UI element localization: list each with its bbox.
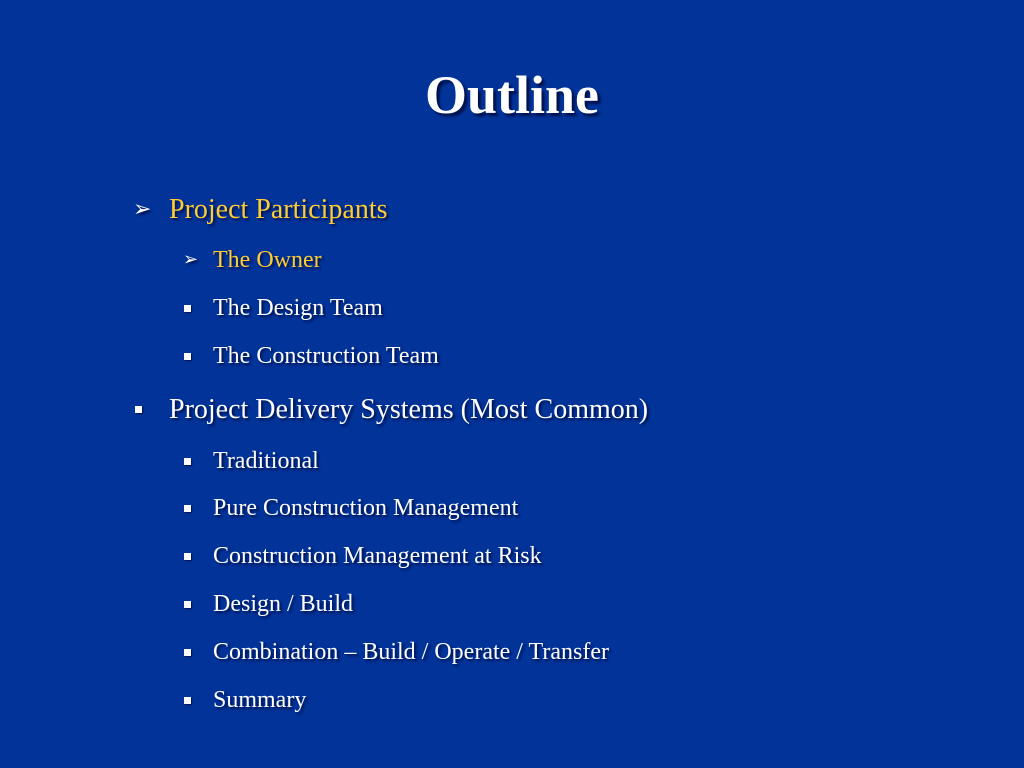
list-item-text: The Design Team: [213, 295, 383, 321]
square-bullet-icon: [135, 406, 142, 413]
list-item-text: Project Delivery Systems (Most Common): [169, 394, 649, 425]
square-bullet-icon: [184, 458, 191, 465]
list-item-text: Combination – Build / Operate / Transfer: [213, 639, 609, 665]
list-item-text: Construction Management at Risk: [213, 543, 542, 569]
list-item-text: The Owner: [213, 247, 322, 273]
square-bullet-icon: [184, 553, 191, 560]
square-bullet-icon: [184, 505, 191, 512]
slide-title: Outline: [424, 65, 600, 125]
square-bullet-icon: [184, 649, 191, 656]
list-item-text: Summary: [213, 687, 307, 713]
square-bullet-icon: [184, 601, 191, 608]
list-item-text: Project Participants: [169, 194, 388, 225]
square-bullet-icon: [184, 353, 191, 360]
arrow-bullet-icon: ➢: [133, 197, 152, 222]
square-bullet-icon: [184, 305, 191, 312]
list-item-text: Design / Build: [213, 591, 354, 617]
arrow-bullet-icon: ➢: [183, 249, 199, 270]
list-item-text: Pure Construction Management: [213, 495, 519, 521]
square-bullet-icon: [184, 697, 191, 704]
list-item-text: The Construction Team: [213, 343, 439, 369]
list-item-text: Traditional: [213, 448, 319, 474]
